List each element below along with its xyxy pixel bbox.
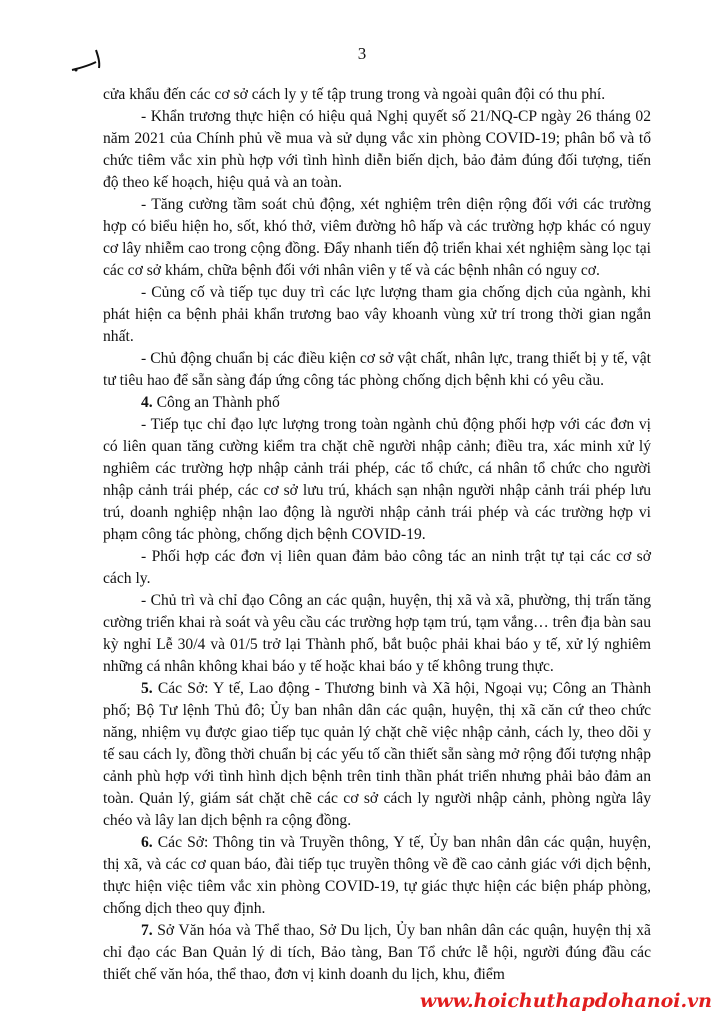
paragraph	[103, 920, 651, 986]
paragraph-text: - Tiếp tục chỉ đạo lực lượng trong toàn ngành chủ động phối hợp với các đơn vị có liên quan tăng cường kiểm tra chặt chẽ người nhập cảnh; điều tra, xác minh xử lý nghiêm các trường hợp nhập cảnh trái phép, các tổ chức, cá nhân tổ chức cho người nhập cảnh trái phép, các cơ sở lưu trú, khách sạn nhận người nhập cảnh trái phép lưu trú, doanh nghiệp nhận lao động là người nhập cảnh trái phép và các trường hợp vi phạm công tác phòng, chống dịch bệnh COVID-19.	[103, 416, 651, 543]
paragraph	[103, 678, 651, 832]
paragraph	[103, 106, 651, 194]
paragraph	[103, 84, 651, 106]
paragraph	[103, 348, 651, 392]
paragraph-text: - Tăng cường tầm soát chủ động, xét nghiệm trên diện rộng đối với các trường hợp có biểu hiện ho, sốt, khó thở, viêm đường hô hấp và các trường hợp khác có nguy cơ lây nhiễm cao trong cộng đồng. Đẩy nhanh tiến độ triển khai xét nghiệm sàng lọc tại các cơ sở khám, chữa bệnh đối với nhân viên y tế và các bệnh nhân có nguy cơ.	[103, 196, 651, 279]
document-body	[103, 84, 651, 986]
handwritten-pen-mark	[70, 46, 110, 76]
paragraph-text: - Phối hợp các đơn vị liên quan đảm bảo công tác an ninh trật tự tại các cơ sở cách ly.	[103, 548, 651, 587]
section-number: 4.	[141, 394, 153, 411]
paragraph-text: - Khẩn trương thực hiện có hiệu quả Nghị quyết số 21/NQ-CP ngày 26 tháng 02 năm 2021 của Chính phủ về mua và sử dụng vắc xin phòng COVID-19; phân bổ và tổ chức tiêm vắc xin phù hợp với tình hình diễn biến dịch, bảo đảm đúng đối tượng, tiến độ theo kế hoạch, hiệu quả và an toàn.	[103, 108, 651, 191]
paragraph	[103, 590, 651, 678]
paragraph-text: Công an Thành phố	[156, 394, 280, 411]
paragraph	[103, 546, 651, 590]
section-number: 6.	[141, 834, 153, 851]
paragraph-text: Các Sở: Thông tin và Truyền thông, Y tế, Ủy ban nhân dân các quận, huyện, thị xã, và các cơ quan báo, đài tiếp tục truyền thông về đề cao cảnh giác với dịch bệnh, thực hiện việc tiêm vắc xin phòng COVID-19, tự giác thực hiện các biện pháp phòng, chống dịch theo quy định.	[103, 834, 651, 917]
section-number: 7.	[141, 922, 153, 939]
paragraph-text: cửa khẩu đến các cơ sở cách ly y tế tập trung trong và ngoài quân đội có thu phí.	[103, 86, 606, 103]
paragraph-text: - Chủ động chuẩn bị các điều kiện cơ sở vật chất, nhân lực, trang thiết bị y tế, vật tư tiêu hao để sẵn sàng đáp ứng công tác phòng chống dịch bệnh khi có yêu cầu.	[103, 350, 651, 389]
paragraph-text: - Chủ trì và chỉ đạo Công an các quận, huyện, thị xã và xã, phường, thị trấn tăng cường triển khai rà soát và yêu cầu các trường hợp tạm trú, tạm vắng… trên địa bàn sau kỳ nghỉ Lễ 30/4 và 01/5 trở lại Thành phố, bắt buộc phải khai báo y tế, xử lý nghiêm những cá nhân không khai báo y tế hoặc khai báo y tế không trung thực.	[103, 592, 651, 675]
website-watermark: www.hoichuthapdohanoi.vn	[419, 990, 712, 1012]
paragraph-text: - Củng cố và tiếp tục duy trì các lực lượng tham gia chống dịch của ngành, khi phát hiện ca bệnh phải khẩn trương bao vây khoanh vùng xử trí trong thời gian ngắn nhất.	[103, 284, 651, 345]
paragraph	[103, 414, 651, 546]
paragraph	[103, 282, 651, 348]
paragraph-text: Sở Văn hóa và Thể thao, Sở Du lịch, Ủy ban nhân dân các quận, huyện thị xã chỉ đạo các Ban Quản lý di tích, Bảo tàng, Ban Tổ chức lễ hội, người đúng đầu các thiết chế văn hóa, thể thao, đơn vị kinh doanh du lịch, khu, điểm	[103, 922, 651, 983]
page-number: 3	[357, 44, 367, 63]
paragraph	[103, 392, 651, 414]
paragraph-text: Các Sở: Y tế, Lao động - Thương binh và Xã hội, Ngoại vụ; Công an Thành phố; Bộ Tư lệnh Thủ đô; Ủy ban nhân dân các quận, huyện, thị xã căn cứ theo chức năng, nhiệm vụ được giao tiếp tục quản lý chặt chẽ việc nhập cảnh, cách ly, theo dõi y tế sau cách ly, đồng thời chuẩn bị các yếu tố cần thiết sẵn sàng mở rộng đối tượng nhập cảnh phù hợp với tình hình dịch bệnh trên tinh thần phát triển nhưng phải bảo đảm an toàn. Quản lý, giám sát chặt chẽ các cơ sở cách ly người nhập cảnh, phòng ngừa lây chéo và lây lan dịch bệnh ra cộng đồng.	[103, 680, 651, 829]
section-number: 5.	[141, 680, 153, 697]
paragraph	[103, 832, 651, 920]
paragraph	[103, 194, 651, 282]
